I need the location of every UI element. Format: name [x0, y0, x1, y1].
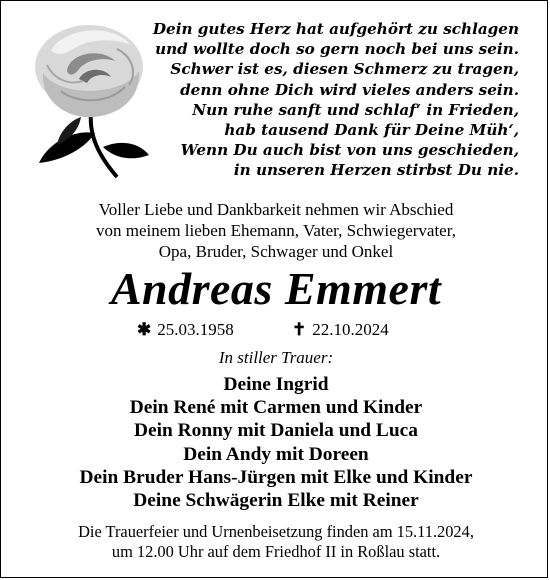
mourners-list	[1, 373, 550, 512]
poem	[139, 19, 519, 181]
cross-icon: ✝	[292, 320, 307, 339]
funeral-info	[1, 522, 550, 562]
mourner-line: Deine Ingrid	[223, 374, 329, 395]
poem-line: Dein gutes Herz hat aufgehört zu schlagen	[152, 20, 519, 38]
mourning-label: In stiller Trauer:	[218, 348, 334, 367]
death-date-group	[292, 319, 389, 341]
deceased-name: Andreas Emmert	[110, 263, 442, 314]
poem-line: Schwer ist es, diesen Schmerz zu tragen,	[170, 60, 519, 79]
poem-line: in unseren Herzen stirbst Du nie.	[233, 161, 519, 180]
birth-star-icon: ✱	[137, 320, 152, 339]
life-dates	[1, 319, 550, 341]
birth-date: 25.03.1958	[157, 320, 234, 339]
farewell-intro	[1, 199, 550, 262]
intro-line: von meinem lieben Ehemann, Vater, Schwiegervater,	[96, 221, 456, 240]
poem-line: Nun ruhe sanft und schlaf‘ in Frieden,	[192, 100, 519, 119]
mourner-line: Dein Ronny mit Daniela und Luca	[134, 420, 418, 442]
poem-line: Wenn Du auch bist von uns geschieden,	[180, 141, 519, 160]
poem-line: denn ohne Dich wird vieles anders sein.	[180, 80, 519, 99]
mourner-line: Deine Schwägerin Elke mit Reiner	[133, 490, 419, 512]
death-date: 22.10.2024	[312, 320, 389, 339]
mourner-line: Dein René mit Carmen und Kinder	[129, 397, 423, 419]
mourner-line: Dein Bruder Hans-Jürgen mit Elke und Kinder	[79, 466, 473, 488]
mourner-line: Dein Andy mit Doreen	[183, 443, 369, 465]
funeral-line: Die Trauerfeier und Urnenbeisetzung finden am 15.11.2024,	[78, 522, 474, 541]
birth-date-group	[137, 319, 234, 341]
poem-line: und wolltе doch so gern noch bei uns sein.	[155, 40, 519, 59]
intro-line: Opa, Bruder, Schwager und Onkel	[158, 242, 394, 261]
intro-line: Voller Liebe und Dankbarkeit nehmen wir Abschied	[98, 200, 454, 219]
poem-line: hab tausend Dank für Deine Müh‘,	[224, 121, 519, 140]
funeral-line: um 12.00 Uhr auf dem Friedhof II in Roßlau statt.	[111, 542, 441, 561]
